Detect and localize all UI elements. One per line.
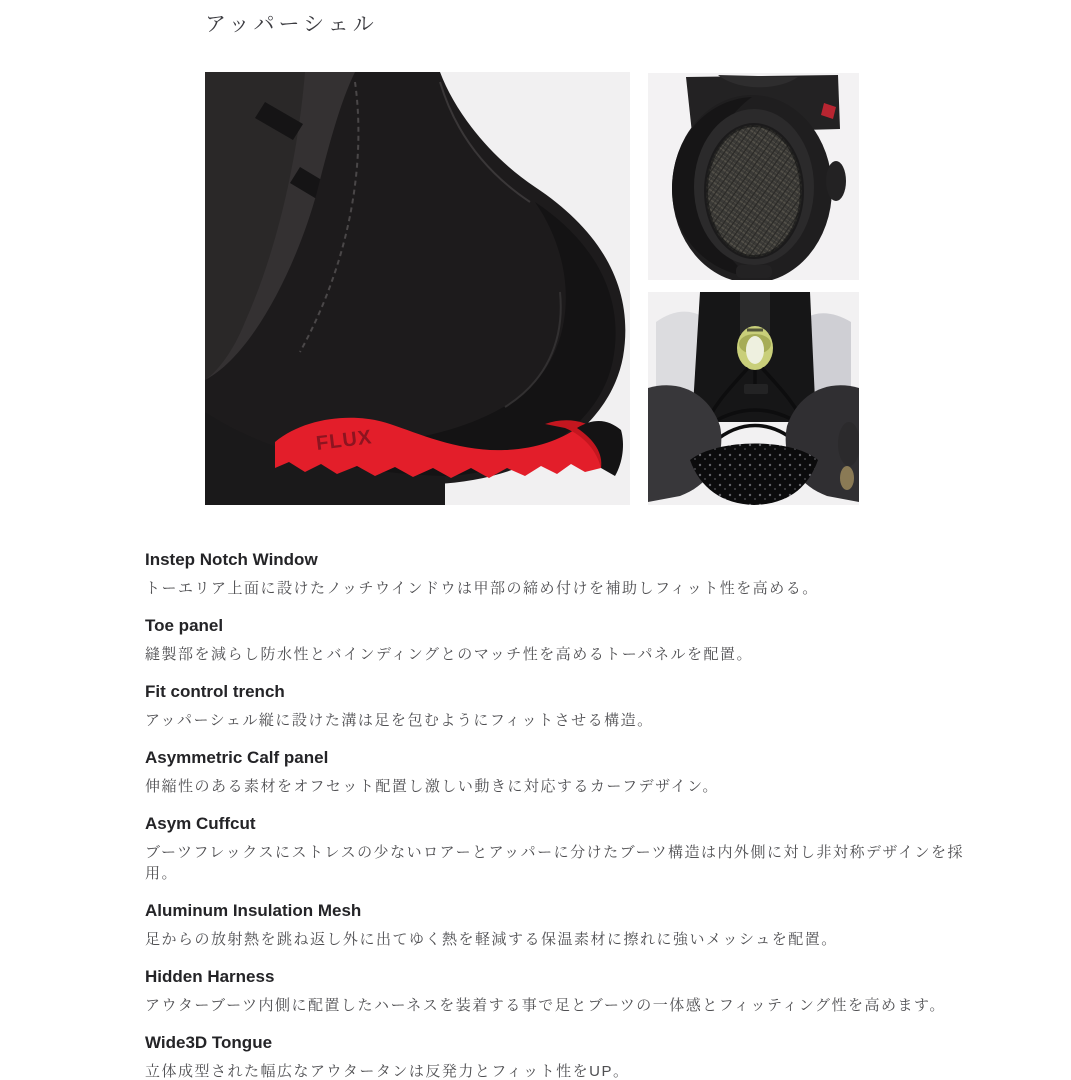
boot-inner-harness-photo[interactable] <box>648 292 859 505</box>
feature-title: Asym Cuffcut <box>145 814 256 833</box>
feature-description: 立体成型された幅広なアウタータンは反発力とフィット性をUP。 <box>145 1063 630 1080</box>
feature-fit-control-trench <box>145 681 975 731</box>
feature-aluminum-insulation-mesh <box>145 900 975 950</box>
boot-opening-illustration <box>648 73 859 280</box>
feature-title: Hidden Harness <box>145 967 275 986</box>
feature-hidden-harness <box>145 966 975 1016</box>
feature-description: 足からの放射熱を跳ね返し外に出てゆく熱を軽減する保温素材に擦れに強いメッシュを配置。 <box>145 931 838 948</box>
boot-opening-mesh-photo[interactable] <box>648 73 859 280</box>
feature-instep-notch-window <box>145 549 975 599</box>
flux-sole-logo: FLUX <box>314 426 374 455</box>
feature-description: 縫製部を減らし防水性とバインディングとのマッチ性を高めるトーパネルを配置。 <box>145 646 753 663</box>
feature-list <box>145 549 975 1080</box>
page-title: アッパーシェル <box>205 13 378 36</box>
feature-description: トーエリア上面に設けたノッチウインドウは甲部の締め付けを補助しフィット性を高める。 <box>145 580 819 597</box>
feature-title: Aluminum Insulation Mesh <box>145 901 362 920</box>
feature-description: アウターブーツ内側に配置したハーネスを装着する事で足とブーツの一体感とフィッティング性を高めます。 <box>145 997 946 1014</box>
feature-title: Fit control trench <box>145 682 285 701</box>
feature-asymmetric-calf-panel <box>145 747 975 797</box>
feature-title: Wide3D Tongue <box>145 1033 273 1052</box>
boot-toe-illustration <box>205 72 630 505</box>
boot-harness-illustration <box>648 292 859 505</box>
feature-description: アッパーシェル縦に設けた溝は足を包むようにフィットさせる構造。 <box>145 712 654 729</box>
feature-wide3d-tongue <box>145 1032 975 1080</box>
feature-description: ブーツフレックスにストレスの少ないロアーとアッパーに分けたブーツ構造は内外側に対し非対称デザインを採用。 <box>145 844 965 882</box>
feature-asym-cuffcut <box>145 813 975 884</box>
feature-title: Instep Notch Window <box>145 550 318 569</box>
feature-title: Asymmetric Calf panel <box>145 748 329 767</box>
feature-toe-panel <box>145 615 975 665</box>
feature-title: Toe panel <box>145 616 224 635</box>
feature-description: 伸縮性のある素材をオフセット配置し激しい動きに対応するカーフデザイン。 <box>145 778 719 795</box>
boot-toe-closeup-photo[interactable] <box>205 72 630 505</box>
